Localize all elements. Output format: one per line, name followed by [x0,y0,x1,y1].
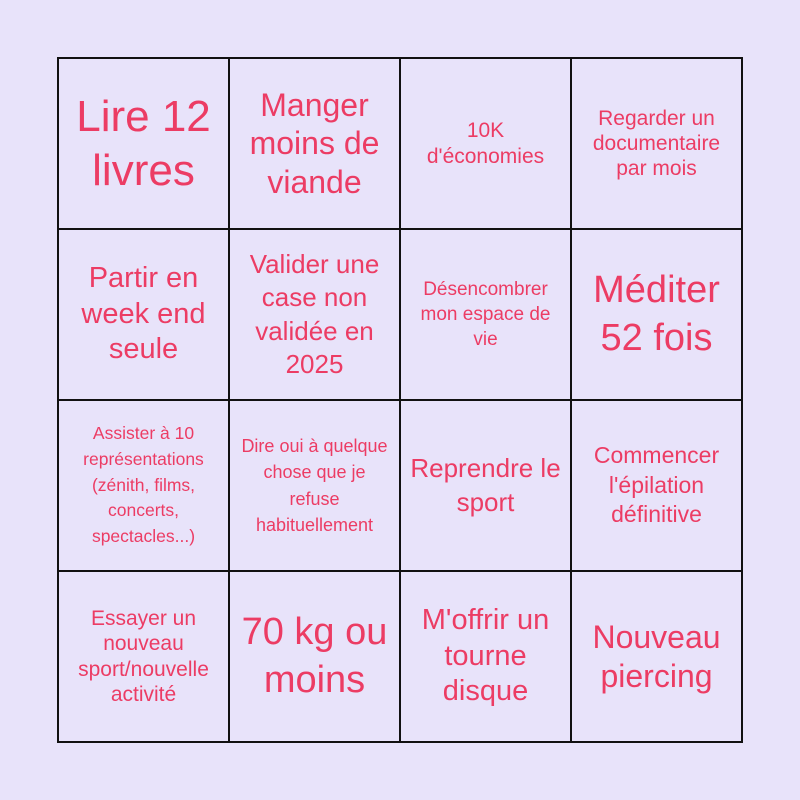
bingo-cell[interactable]: Partir en week end seule [59,230,230,401]
bingo-cell[interactable]: Méditer 52 fois [572,230,743,401]
bingo-cell[interactable]: Regarder un documentaire par mois [572,59,743,230]
bingo-cell[interactable]: Désencombrer mon espace de vie [401,230,572,401]
bingo-cell[interactable]: Manger moins de viande [230,59,401,230]
bingo-cell[interactable]: Essayer un nouveau sport/nouvelle activité [59,572,230,743]
bingo-cell[interactable]: Assister à 10 représentations (zénith, films, concerts, spectacles...) [59,401,230,572]
bingo-cell[interactable]: 10K d'économies [401,59,572,230]
bingo-cell[interactable]: 70 kg ou moins [230,572,401,743]
bingo-cell[interactable]: Nouveau piercing [572,572,743,743]
bingo-cell[interactable]: Lire 12 livres [59,59,230,230]
bingo-cell[interactable]: M'offrir un tourne disque [401,572,572,743]
bingo-board [57,57,743,743]
bingo-cell[interactable]: Valider une case non validée en 2025 [230,230,401,401]
bingo-cell[interactable]: Reprendre le sport [401,401,572,572]
bingo-cell[interactable]: Commencer l'épilation définitive [572,401,743,572]
bingo-cell[interactable]: Dire oui à quelque chose que je refuse habituellement [230,401,401,572]
